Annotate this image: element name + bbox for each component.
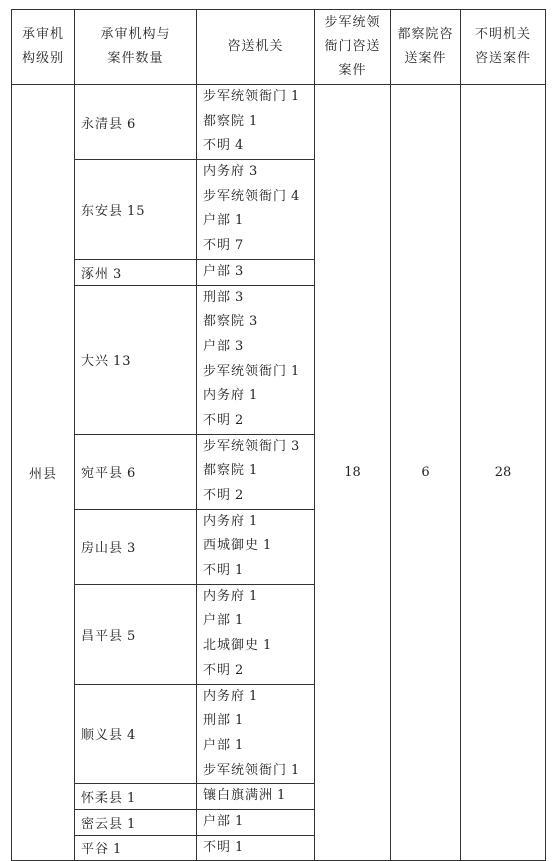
table-row [12,85,546,160]
sender-count: 1 [291,89,301,104]
sender-name: 不明 [203,563,232,579]
sender-line [203,634,314,659]
sender-count: 1 [249,688,259,704]
sender-name: 内务府 [203,688,246,704]
sender-line [203,310,314,335]
level-cell: 州县 [12,85,75,861]
sender-name: 户部 [203,737,232,753]
sender-cell [197,509,315,584]
sender-count: 3 [235,263,245,279]
sender-name: 户部 [203,263,232,279]
header-level-line: 承审机 [21,27,64,42]
header-unknown [461,10,546,85]
header-level [12,10,75,85]
sender-name: 户部 [203,213,232,229]
sender-count: 3 [235,338,245,354]
sender-name: 西城御史 [203,538,260,554]
header-sender [197,10,315,85]
header-sender-line: 咨送机关 [227,39,284,54]
sender-line [203,185,314,210]
sender-name: 不明 [203,839,232,855]
sender-line [203,160,314,185]
sender-name: 步军统领衙门 [203,762,288,778]
header-bujun-line: 衙门咨送 [324,39,381,54]
institution-name: 顺义县 [81,728,124,744]
sender-count: 3 [249,314,259,330]
header-row [12,10,546,85]
sender-name: 户部 [203,338,232,354]
header-bujun-line: 步军统领 [324,15,381,30]
sender-cell [197,285,315,434]
sender-line [203,360,314,385]
sender-name: 北城御史 [203,638,260,654]
sender-line [203,384,314,409]
sender-name: 步军统领衙门 [203,89,288,104]
sender-name: 刑部 [203,713,232,729]
institution-count: 6 [127,116,137,132]
institution-cell [75,85,197,160]
sender-line [203,335,314,360]
institution-count: 1 [127,816,137,832]
institution-cell [75,285,197,434]
institution-name: 平谷 [81,842,110,858]
sender-name: 刑部 [203,289,232,305]
sender-name: 内务府 [203,164,246,180]
sender-line [203,209,314,234]
header-level-line: 构级别 [21,51,64,66]
sender-name: 步军统领衙门 [203,438,288,454]
sender-line [203,234,314,259]
sender-name: 户部 [203,813,232,829]
sender-line [203,409,314,434]
sender-cell [197,160,315,260]
institution-name: 大兴 [81,354,110,370]
sender-name: 内务府 [203,388,246,404]
institution-name: 永清县 [81,116,124,132]
sender-count: 4 [291,188,301,204]
sender-line [203,734,314,759]
sender-line [203,459,314,484]
table-body [12,85,546,861]
total-duchayuan: 6 [391,85,461,861]
sender-cell [197,809,315,835]
sender-count: 1 [249,588,259,604]
institution-count: 5 [127,628,137,644]
sender-line [203,784,314,809]
institution-name: 怀柔县 [81,791,124,807]
sender-cell [197,259,315,285]
header-institution-line: 承审机构与 [100,27,171,42]
sender-count: 3 [249,164,259,180]
sender-name: 不明 [203,412,232,428]
sender-count: 4 [235,138,245,154]
sender-count: 1 [235,613,245,629]
sender-count: 1 [235,813,245,829]
sender-cell [197,85,315,160]
sender-line [203,435,314,460]
header-unknown-line: 不明机关 [474,27,531,42]
sender-cell [197,835,315,861]
sender-line [203,810,314,835]
sender-line [203,110,314,135]
sender-name: 不明 [203,488,232,503]
sender-line [203,559,314,584]
institution-cell [75,809,197,835]
institution-cell [75,434,197,509]
sender-name: 不明 [203,238,232,254]
sender-count: 1 [235,213,245,229]
sender-count: 1 [249,513,259,529]
sender-name: 都察院 [203,314,246,330]
sender-name: 内务府 [203,513,246,529]
sender-name: 户部 [203,613,232,629]
sender-name: 步军统领衙门 [203,188,288,204]
header-institution-line: 案件数量 [107,51,164,66]
sender-name: 都察院 [203,463,246,479]
sender-count: 1 [235,839,245,855]
institution-name: 房山县 [81,541,124,557]
institution-cell [75,835,197,861]
sender-count: 1 [291,762,301,778]
sender-line [203,685,314,710]
total-bujun: 18 [315,85,391,861]
institution-count: 15 [127,203,146,219]
sender-count: 1 [263,538,273,554]
sender-name: 不明 [203,662,232,678]
sender-line [203,134,314,159]
sender-line [203,836,314,861]
institution-name: 宛平县 [81,466,124,482]
sender-line [203,609,314,634]
sender-name: 都察院 [203,113,246,129]
sender-line [203,510,314,535]
case-table [11,9,546,861]
institution-count: 13 [113,354,132,370]
sender-count: 2 [235,412,245,428]
sender-line [203,585,314,610]
sender-line [203,709,314,734]
sender-count: 1 [249,463,259,479]
total-unknown: 28 [461,85,546,861]
header-unknown-line: 咨送案件 [474,51,531,66]
sender-count: 2 [235,488,245,503]
sender-name: 内务府 [203,588,246,604]
sender-count: 3 [291,438,301,454]
sender-cell [197,584,315,684]
sender-line [203,85,314,110]
sender-count: 1 [291,363,301,379]
header-duchayuan-line: 送案件 [404,51,447,66]
institution-name: 密云县 [81,816,124,832]
sender-line [203,260,314,285]
institution-cell [75,259,197,285]
header-duchayuan [391,10,461,85]
institution-cell [75,509,197,584]
institution-name: 东安县 [81,203,124,219]
sender-count: 3 [235,289,245,305]
sender-count: 1 [249,113,259,129]
institution-cell [75,784,197,810]
header-duchayuan-line: 都察院咨 [397,27,454,42]
sender-count: 1 [263,638,273,654]
sender-line [203,534,314,559]
institution-cell [75,684,197,784]
institution-count: 1 [127,791,137,807]
institution-name: 涿州 [81,266,110,282]
institution-count: 1 [113,842,123,858]
sender-name: 镶白旗满洲 [203,788,274,804]
institution-name: 昌平县 [81,628,124,644]
header-bujun-line: 案件 [338,63,367,78]
sender-count: 1 [235,563,245,579]
sender-count: 1 [249,388,259,404]
header-bujun [315,10,391,85]
header-institution [75,10,197,85]
sender-line [203,484,314,509]
sender-line [203,286,314,311]
institution-cell [75,160,197,260]
sender-count: 2 [235,662,245,678]
sender-count: 7 [235,238,245,254]
sender-name: 不明 [203,138,232,154]
institution-count: 4 [127,728,137,744]
institution-count: 3 [127,541,137,557]
sender-count: 1 [277,788,287,804]
sender-count: 1 [235,713,245,729]
sender-name: 步军统领衙门 [203,363,288,379]
sender-cell [197,434,315,509]
sender-line [203,659,314,684]
institution-count: 3 [113,266,123,282]
sender-count: 1 [235,737,245,753]
institution-count: 6 [127,466,137,482]
sender-cell [197,784,315,810]
institution-cell [75,584,197,684]
sender-cell [197,684,315,784]
sender-line [203,759,314,784]
